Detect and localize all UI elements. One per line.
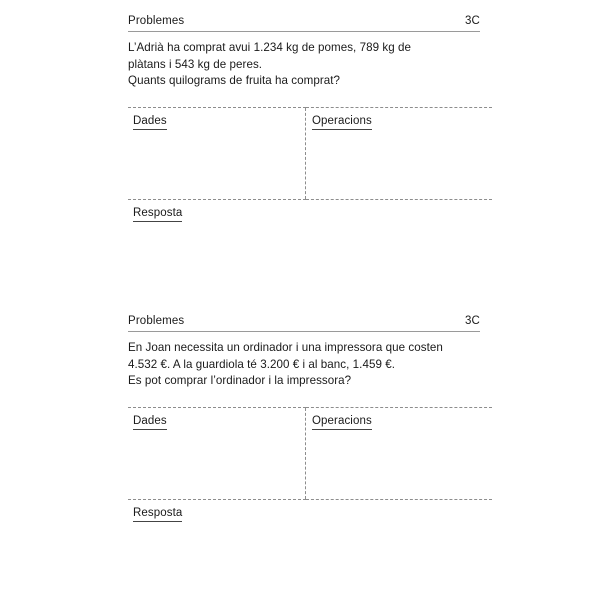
statement-line-2: plàtans i 543 kg de peres. [128, 57, 263, 71]
problem-block-2 [128, 314, 480, 525]
table-row-answer [128, 199, 492, 225]
worksheet-class-code: 3C [464, 315, 480, 327]
dades-cell[interactable] [128, 107, 306, 199]
statement-line-3: Es pot comprar l’ordinador i la impressora? [128, 374, 352, 387]
work-table [128, 107, 492, 225]
resposta-cell[interactable] [128, 199, 492, 225]
statement-line-1: L’Adrià ha comprat avui 1.234 kg de pomes, 789 kg de [128, 41, 411, 54]
problem-statement [128, 340, 480, 390]
table-row-work-area [128, 407, 492, 499]
dades-label: Dades [133, 414, 167, 430]
worksheet-title: Problemes [128, 315, 185, 327]
dades-label: Dades [133, 114, 167, 130]
worksheet-header [128, 14, 480, 32]
resposta-cell[interactable] [128, 499, 492, 525]
statement-line-3: Quants quilograms de fruita ha comprat? [128, 74, 341, 87]
worksheet-title: Problemes [128, 15, 185, 27]
resposta-label: Resposta [133, 506, 182, 522]
statement-line-1: En Joan necessita un ordinador i una impressora que costen [128, 341, 443, 354]
problem-statement [128, 40, 480, 90]
operacions-cell[interactable] [306, 107, 493, 199]
statement-line-2: 4.532 €. A la guardiola té 3.200 € i al banc, 1.459 €. [128, 357, 395, 371]
dades-cell[interactable] [128, 407, 306, 499]
table-row-answer [128, 499, 492, 525]
table-row-work-area [128, 107, 492, 199]
work-table [128, 407, 492, 525]
operacions-label: Operacions [312, 114, 372, 130]
worksheet-header [128, 314, 480, 332]
operacions-cell[interactable] [306, 407, 493, 499]
operacions-label: Operacions [312, 414, 372, 430]
worksheet-class-code: 3C [464, 15, 480, 27]
problem-block-1 [128, 14, 480, 225]
resposta-label: Resposta [133, 206, 182, 222]
